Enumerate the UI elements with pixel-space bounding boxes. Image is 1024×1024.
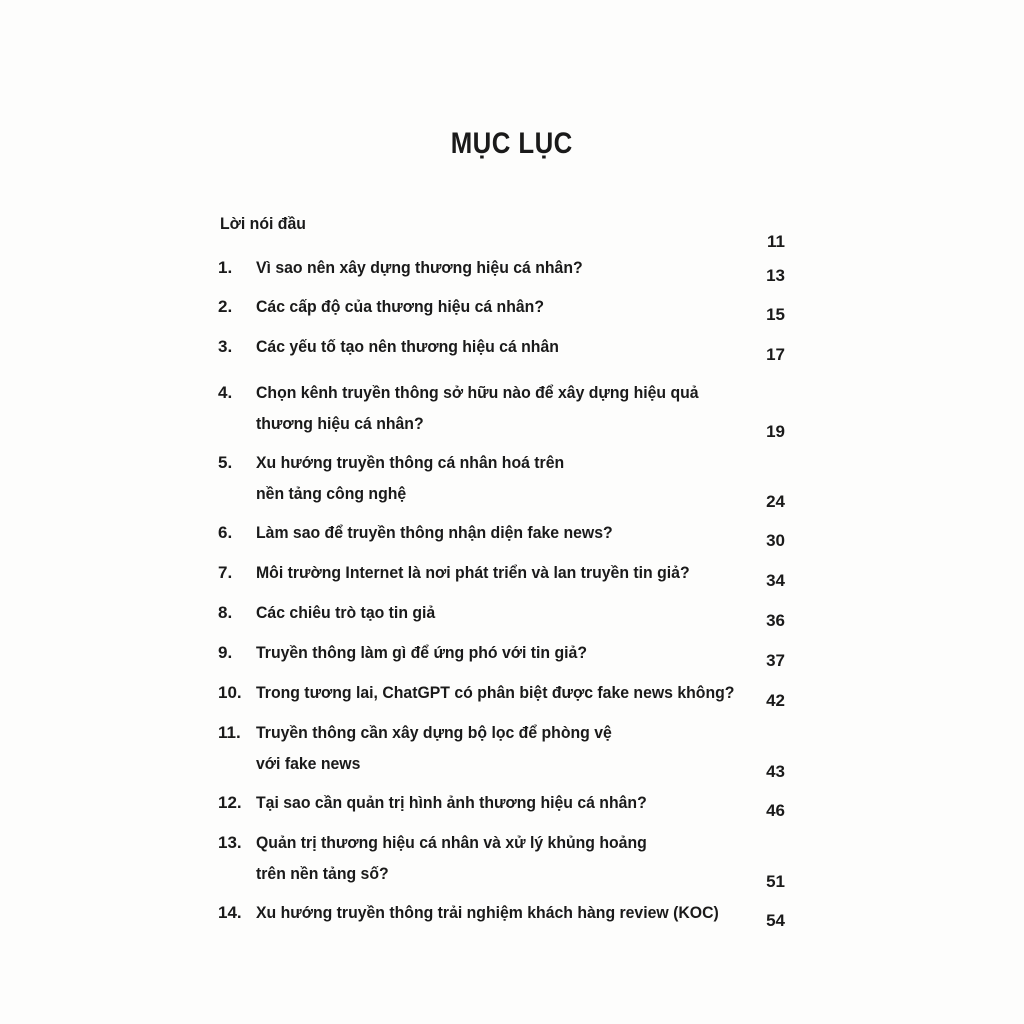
toc-entry-title-line: Môi trường Internet là nơi phát triển và lan truyền tin giả? bbox=[256, 563, 690, 582]
toc-entry-title-line: Vì sao nên xây dựng thương hiệu cá nhân? bbox=[256, 258, 583, 277]
toc-entry-page: 19 bbox=[766, 422, 785, 441]
toc-entry-page: 51 bbox=[766, 872, 785, 891]
toc-entry-page: 36 bbox=[766, 611, 785, 630]
toc-entry-title bbox=[256, 787, 726, 818]
toc-entry-number: 9. bbox=[218, 643, 233, 662]
toc-entry-title bbox=[256, 637, 726, 668]
toc-entry-number: 8. bbox=[218, 603, 233, 622]
toc-entry-number: 6. bbox=[218, 523, 233, 542]
toc-entry-page: 15 bbox=[766, 305, 785, 324]
toc-entry-title bbox=[256, 377, 726, 439]
toc-entry-title-line: nền tảng công nghệ bbox=[256, 484, 407, 503]
toc-entry-number: 3. bbox=[218, 337, 233, 356]
toc-entry-page: 46 bbox=[766, 801, 785, 820]
toc-entry-number: 12. bbox=[218, 793, 242, 812]
toc-entry-title bbox=[256, 897, 726, 928]
toc-entry-title-line: Xu hướng truyền thông cá nhân hoá trên bbox=[256, 453, 565, 472]
toc-entry-title bbox=[256, 677, 735, 708]
toc-entry-title-line: thương hiệu cá nhân? bbox=[256, 414, 424, 433]
toc-entry-number: 10. bbox=[218, 683, 242, 702]
toc-entry-title bbox=[256, 597, 726, 628]
toc-entry-title bbox=[256, 447, 726, 509]
toc-entry-title-line: trên nền tảng số? bbox=[256, 864, 389, 883]
toc-entry-title bbox=[256, 717, 726, 779]
toc-entry-title bbox=[256, 517, 726, 548]
toc-entry-label: Lời nói đầu bbox=[220, 214, 306, 233]
toc-entry-title bbox=[256, 557, 726, 588]
toc-entry-page: 54 bbox=[766, 911, 785, 930]
toc-entry-page: 24 bbox=[766, 492, 785, 511]
toc-entry-number: 11. bbox=[218, 723, 241, 742]
toc-entry-number: 1. bbox=[218, 258, 233, 277]
toc-entry-title-line: Các cấp độ của thương hiệu cá nhân? bbox=[256, 297, 544, 316]
toc-entry-page: 17 bbox=[766, 345, 785, 364]
toc-entry-title-line: Truyền thông cần xây dựng bộ lọc để phòng vệ bbox=[256, 723, 612, 742]
toc-entry-page: 37 bbox=[766, 651, 785, 670]
toc-entry-number: 5. bbox=[218, 453, 233, 472]
toc-entry-title-line: Các yếu tố tạo nên thương hiệu cá nhân bbox=[256, 337, 559, 356]
toc-entry-number: 14. bbox=[218, 903, 242, 922]
toc-entry-page: 30 bbox=[766, 531, 785, 550]
toc-entry-page: 11 bbox=[767, 232, 785, 251]
toc-entry-title-line: Truyền thông làm gì để ứng phó với tin giả? bbox=[256, 643, 587, 662]
toc-entry-title-line: Tại sao cần quản trị hình ảnh thương hiệu cá nhân? bbox=[256, 793, 647, 812]
toc-entry-number: 13. bbox=[218, 833, 242, 852]
toc-entry-page: 13 bbox=[766, 266, 785, 285]
toc-entry-title bbox=[256, 331, 726, 362]
toc-entry-number: 7. bbox=[218, 563, 233, 582]
toc-entry-number: 2. bbox=[218, 297, 233, 316]
toc-entry-title-line: Trong tương lai, ChatGPT có phân biệt được fake news không? bbox=[256, 683, 735, 702]
toc-entry-page: 42 bbox=[766, 691, 785, 710]
toc-entry-title bbox=[256, 252, 726, 283]
toc-entry-title-line: Chọn kênh truyền thông sở hữu nào để xây dựng hiệu quả bbox=[256, 383, 699, 402]
toc-entry-title bbox=[256, 291, 726, 322]
toc-entry-title-line: Các chiêu trò tạo tin giả bbox=[256, 603, 436, 622]
toc-entry-title-line: với fake news bbox=[256, 754, 361, 773]
toc-entry-page: 34 bbox=[766, 571, 785, 590]
toc-entry-title-line: Xu hướng truyền thông trải nghiệm khách hàng review (KOC) bbox=[256, 903, 719, 922]
page-title: MỤC LỤC bbox=[450, 127, 573, 160]
toc-entry-page: 43 bbox=[766, 762, 785, 781]
toc-entry-title-line: Làm sao để truyền thông nhận diện fake news? bbox=[256, 523, 613, 542]
toc-entry-title-line: Quản trị thương hiệu cá nhân và xử lý khủng hoảng bbox=[256, 833, 647, 852]
toc-entry-number: 4. bbox=[218, 383, 233, 402]
toc-entry-title bbox=[256, 827, 726, 889]
